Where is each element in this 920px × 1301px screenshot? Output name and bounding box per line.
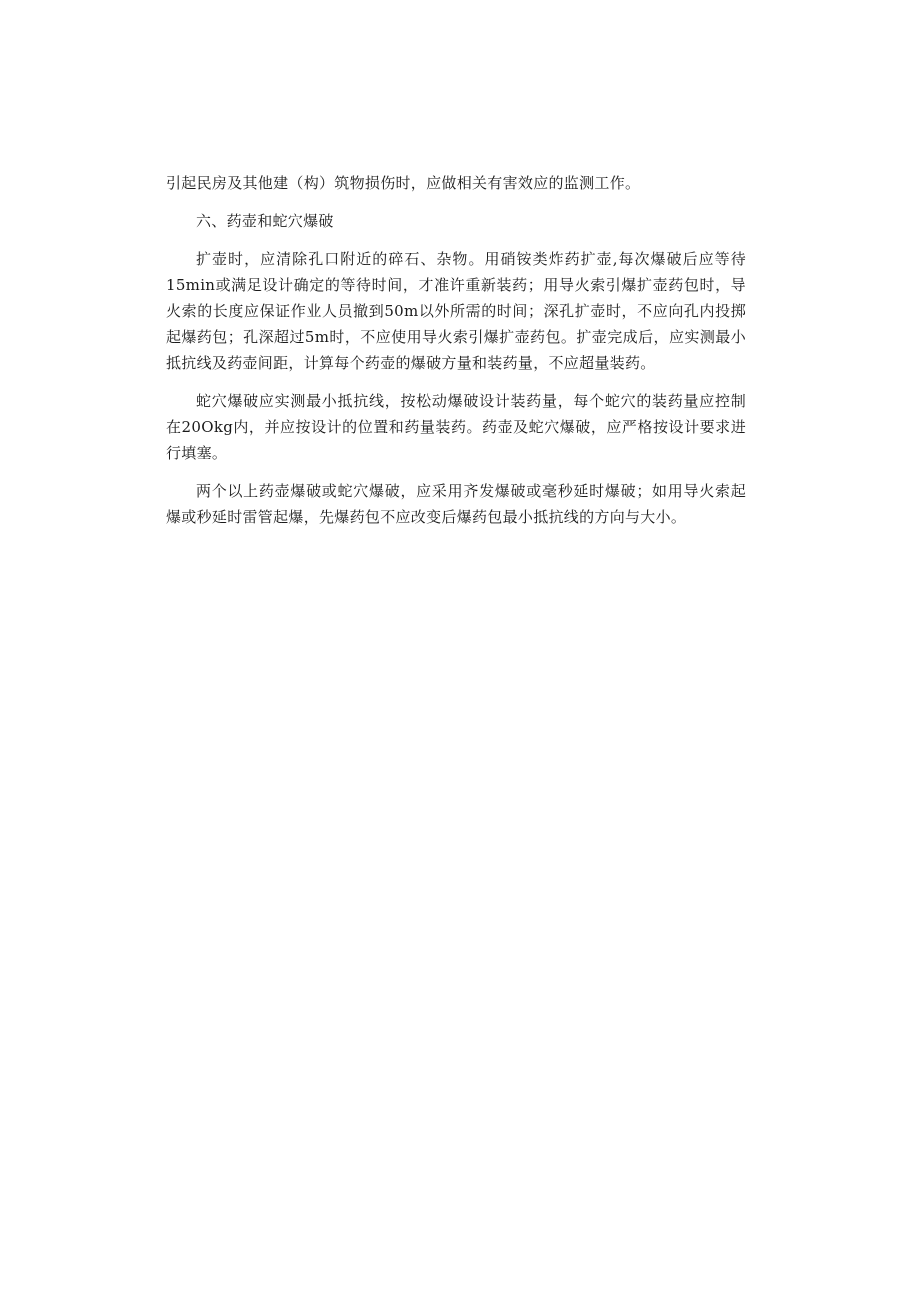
section-heading: 六、药壶和蛇穴爆破 [196,212,334,230]
continued-paragraph: 引起民房及其他建（构）筑物损伤时，应做相关有害效应的监测工作。 [166,174,641,192]
document-body [166,170,746,542]
paragraph-multiple-blasting: 两个以上药壶爆破或蛇穴爆破，应采用齐发爆破或毫秒延时爆破；如用导火索起爆或秒延时雷管起爆，先爆药包不应改变后爆药包最小抵抗线的方向与大小。 [166,482,746,526]
paragraph-snake-hole: 蛇穴爆破应实测最小抵抗线，按松动爆破设计装药量，每个蛇穴的装药量应控制在20Okg内，并应按设计的位置和药量装药。药壶及蛇穴爆破，应严格按设计要求进行填塞。 [166,392,746,462]
paragraph-pot-enlargement: 扩壶时，应清除孔口附近的碎石、杂物。用硝铵类炸药扩壶,每次爆破后应等待15min或满足设计确定的等待时间，才准许重新装药；用导火索引爆扩壶药包时，导火索的长度应保证作业人员撤到50m以外所需的时间；深孔扩壶时，不应向孔内投掷起爆药包；孔深超过5m时，不应使用导火索引爆扩壶药包。扩壶完成后，应实测最小抵抗线及药壶间距，计算每个药壶的爆破方量和装药量，不应超量装药。 [166,250,746,372]
